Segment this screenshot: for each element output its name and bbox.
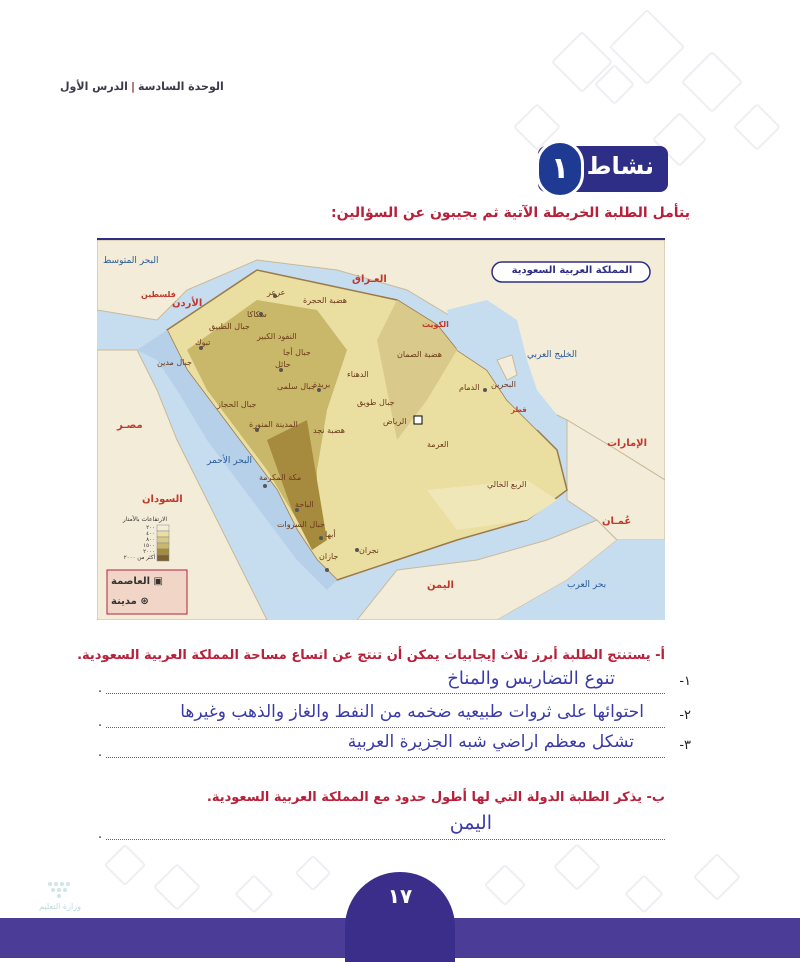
label-egypt: مصـر xyxy=(117,420,143,431)
lesson-label: الدرس الأول xyxy=(60,80,128,93)
label-arabian-gulf: الخليج العربي xyxy=(527,350,577,360)
legend-capital: ▣ العاصمة xyxy=(111,576,163,587)
answer-row-b[interactable]: . xyxy=(106,820,665,842)
answer-number: ٣- xyxy=(679,738,691,753)
dotted-line xyxy=(106,693,665,694)
question-b: ب- يذكر الطلبة الدولة التي لها أطول حدود مع المملكة العربية السعودية. xyxy=(206,790,665,805)
label-uae: الإمارات xyxy=(607,438,648,449)
answer-text-3: تشكل معظم اراضي شبه الجزيرة العربية xyxy=(347,732,634,752)
ministry-logo-text: وزارة التعليم xyxy=(39,902,81,911)
answer-row-1[interactable]: ١- . xyxy=(98,674,691,696)
label-riyadh: الرياض xyxy=(383,417,407,426)
legend-capital-icon: ▣ xyxy=(153,576,163,587)
label-arma: العرمة xyxy=(427,440,449,449)
instruction-text: يتأمل الطلبة الخريطة الآتية ثم يجيبون عن السؤالين: xyxy=(331,205,690,221)
label-abha: أبها xyxy=(325,530,336,539)
label-madinah: المدينة المنورة xyxy=(249,420,298,429)
activity-badge xyxy=(538,146,668,192)
elevation-legend-title: الارتفاعات بالأمتار xyxy=(122,516,168,523)
label-iraq: العـراق xyxy=(352,274,387,285)
saudi-map xyxy=(97,238,665,620)
label-buraydah: بريدة xyxy=(313,380,331,389)
label-qatar: قطر xyxy=(511,406,527,414)
label-dahna: الدهناء xyxy=(347,370,369,379)
label-hijaz: جبال الحجاز xyxy=(217,400,257,409)
label-makkah: مكة المكرمة xyxy=(259,473,302,482)
label-bahrain: البحرين xyxy=(491,380,516,389)
elevation-legend-levels: ٢٠٠ ٤٠٠ ٨٠٠ ١٥٠٠ ٢٠٠٠ أكثر من ٢٠٠٠ xyxy=(123,525,155,561)
label-arar: عرعر xyxy=(267,288,286,297)
label-summan: هضبة الصمان xyxy=(397,350,442,359)
label-tuwaiq: جبال طويق xyxy=(357,398,395,407)
header-separator: | xyxy=(130,80,135,93)
label-palestine: فلسطين xyxy=(141,290,176,299)
label-aja: جبال أجا xyxy=(283,348,311,357)
label-madyan: جبال مدين xyxy=(157,358,192,367)
label-jordan: الأردن xyxy=(172,298,203,309)
label-najd: هضبة نجد xyxy=(313,426,345,435)
label-tabuk: تبوك xyxy=(195,338,211,347)
label-yemen: اليمن xyxy=(427,580,454,591)
label-sudan: السودان xyxy=(142,494,183,505)
dotted-line xyxy=(106,757,665,758)
legend-city: ⊛ مدينة xyxy=(111,596,149,607)
label-baha: الباحة xyxy=(295,500,314,509)
map-title: المملكة العربية السعودية xyxy=(511,265,633,276)
answer-text-1: تنوع التضاريس والمناخ xyxy=(447,668,615,689)
map-graphic xyxy=(97,240,665,620)
label-sarawat: جبال السروات xyxy=(277,520,325,529)
dotted-line xyxy=(106,839,665,840)
label-empty-quarter: الربع الخالي xyxy=(487,480,527,489)
label-salma: جبال سلمى xyxy=(277,382,316,391)
label-najran: نجران xyxy=(359,546,379,555)
question-a: أ- يستنتج الطلبة أبرز ثلاث إيجابيات يمكن أن تنتج عن اتساع مساحة المملكة العربية السعودية. xyxy=(77,648,665,663)
label-arabian-sea: بحر العرب xyxy=(567,580,607,590)
label-sakaka: سكاكا xyxy=(247,310,267,319)
answer-text-2: احتوائها على ثروات طبيعيه ضخمه من النفط والغاز والذهب وغيرها xyxy=(180,702,644,722)
label-oman: عُمـان xyxy=(602,516,632,527)
activity-title: نشاط xyxy=(586,152,654,180)
legend-city-icon: ⊛ xyxy=(140,596,149,607)
ministry-logo-icon xyxy=(20,880,100,898)
dotted-line xyxy=(106,727,665,728)
label-kuwait: الكويت xyxy=(422,320,449,329)
answer-row-3[interactable]: ٣- . xyxy=(98,738,691,760)
unit-label: الوحدة السادسة xyxy=(137,80,224,93)
label-tubayq: جبال الطبيق xyxy=(209,322,250,331)
label-mediterranean: البحر المتوسط xyxy=(103,256,159,266)
page-number: ١٧ xyxy=(387,884,413,908)
label-hajrah: هضبة الحجرة xyxy=(303,296,347,305)
ministry-logo xyxy=(20,880,100,910)
answer-text-b: اليمن xyxy=(449,812,492,834)
label-dammam: الدمام xyxy=(459,383,480,392)
answer-row-2[interactable]: ٢- . xyxy=(98,708,691,730)
activity-number: ١ xyxy=(536,140,584,198)
answer-number: ٢- xyxy=(679,708,691,723)
label-nafud: النفود الكبير xyxy=(257,332,297,341)
page-header xyxy=(60,80,260,93)
answer-number: ١- xyxy=(679,674,691,689)
label-hail: حائل xyxy=(275,360,291,369)
label-jazan: جازان xyxy=(319,552,339,561)
label-red-sea: البحر الأحمر xyxy=(207,456,252,466)
